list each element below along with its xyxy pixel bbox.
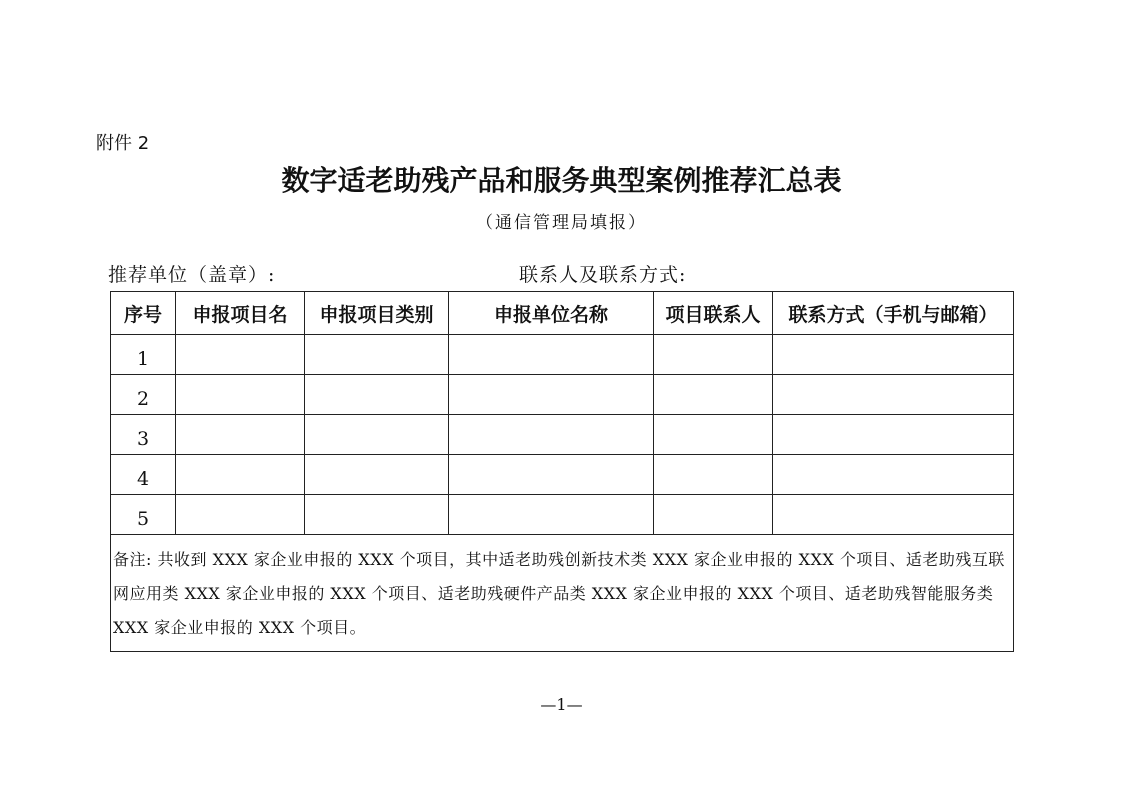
table-row (111, 495, 1014, 535)
cell-applicant-unit[interactable] (449, 335, 654, 375)
cell-applicant-unit[interactable] (449, 495, 654, 535)
cell-contact-method[interactable] (773, 415, 1014, 455)
row-index: 5 (111, 495, 176, 535)
page-number: —1— (540, 695, 583, 714)
cell-project-category[interactable] (305, 415, 449, 455)
row-index: 4 (111, 455, 176, 495)
col-header-index: 序号 (111, 292, 176, 335)
cell-project-category[interactable] (305, 375, 449, 415)
table-header-row (111, 292, 1014, 335)
row-index: 2 (111, 375, 176, 415)
cell-project-category[interactable] (305, 495, 449, 535)
cell-project-contact[interactable] (654, 455, 773, 495)
document-title: 数字适老助残产品和服务典型案例推荐汇总表 (281, 164, 842, 197)
cell-applicant-unit[interactable] (449, 415, 654, 455)
recommending-unit-label: 推荐单位（盖章）: (108, 264, 276, 286)
table-row (111, 455, 1014, 495)
cell-project-category[interactable] (305, 335, 449, 375)
col-header-applicant-unit: 申报单位名称 (449, 292, 654, 335)
cell-applicant-unit[interactable] (449, 375, 654, 415)
row-index: 1 (111, 335, 176, 375)
cell-contact-method[interactable] (773, 375, 1014, 415)
col-header-project-name: 申报项目名 (176, 292, 305, 335)
cell-contact-method[interactable] (773, 455, 1014, 495)
col-header-project-category: 申报项目类别 (305, 292, 449, 335)
row-index: 3 (111, 415, 176, 455)
cell-project-category[interactable] (305, 455, 449, 495)
cell-project-name[interactable] (176, 375, 305, 415)
table-row (111, 415, 1014, 455)
cell-project-contact[interactable] (654, 415, 773, 455)
notes-text: 备注: 共收到 XXX 家企业申报的 XXX 个项目，其中适老助残创新技术类 XXX 家企业申报的 XXX 个项目、适老助残互联网应用类 XXX 家企业申报的 XXX 个项目、适老助残硬件产品类 XXX 家企业申报的 XXX 个项目、适老助残智能服务类 XXX 家企业申报的 XXX 个项目。 (111, 535, 1014, 652)
contact-info-label: 联系人及联系方式: (519, 264, 687, 286)
notes-row (111, 535, 1014, 652)
cell-project-contact[interactable] (654, 495, 773, 535)
cell-contact-method[interactable] (773, 495, 1014, 535)
cell-project-name[interactable] (176, 335, 305, 375)
table-row (111, 335, 1014, 375)
summary-table (110, 291, 1014, 652)
cell-project-contact[interactable] (654, 375, 773, 415)
cell-project-name[interactable] (176, 495, 305, 535)
cell-project-name[interactable] (176, 455, 305, 495)
table-row (111, 375, 1014, 415)
cell-applicant-unit[interactable] (449, 455, 654, 495)
cell-contact-method[interactable] (773, 335, 1014, 375)
attachment-label: 附件 2 (96, 133, 150, 154)
document-subtitle: （通信管理局填报） (476, 213, 647, 233)
col-header-project-contact: 项目联系人 (654, 292, 773, 335)
cell-project-contact[interactable] (654, 335, 773, 375)
cell-project-name[interactable] (176, 415, 305, 455)
col-header-contact-method: 联系方式（手机与邮箱） (773, 292, 1014, 335)
